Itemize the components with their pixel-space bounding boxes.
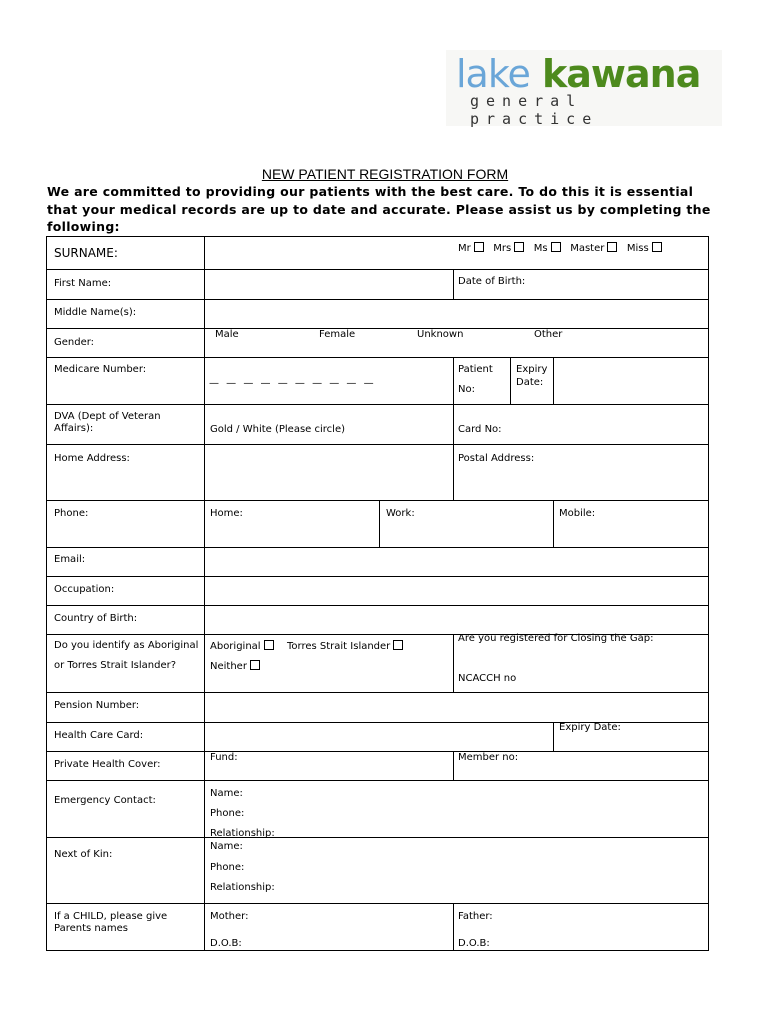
neither-checkbox[interactable] [250, 660, 260, 670]
card-no-label: Card No: [458, 424, 502, 435]
patient-no-label-1: Patient [458, 364, 493, 375]
kin-name-label: Name: [210, 841, 243, 852]
mr-checkbox[interactable] [474, 242, 484, 252]
private-health-label: Private Health Cover: [54, 759, 161, 770]
emergency-name-label: Name: [210, 788, 243, 799]
aboriginal-label: Aboriginal [210, 641, 261, 652]
medicare-label: Medicare Number: [54, 364, 147, 375]
emergency-phone-label: Phone: [210, 808, 245, 819]
hcc-expiry-label: Expiry Date: [559, 722, 621, 733]
dva-label: DVA (Dept of Veteran Affairs): [54, 411, 161, 434]
torres-label: Torres Strait Islander [287, 641, 391, 652]
mobile-phone-label: Mobile: [559, 508, 596, 519]
master-checkbox[interactable] [607, 242, 617, 252]
work-phone-label: Work: [386, 508, 415, 519]
country-of-birth-label: Country of Birth: [54, 613, 138, 624]
closing-gap-label: Are you registered for Closing the Gap: [458, 633, 654, 644]
mrs-checkbox[interactable] [514, 242, 524, 252]
title-options [458, 242, 662, 255]
gender-female[interactable]: Female [319, 329, 356, 340]
emergency-relationship-label: Relationship: [210, 828, 275, 839]
expiry-label-2: Date: [516, 377, 544, 388]
home-address-label: Home Address: [54, 453, 130, 464]
intro-text: We are committed to providing our patients with the best care. To do this it is essential that your medical records are up to date and accurate. Please assist us by completing the following: [47, 184, 711, 234]
mother-label: Mother: [210, 911, 249, 922]
gender-male[interactable]: Male [215, 329, 239, 340]
mother-dob-label: D.O.B: [210, 938, 242, 949]
email-label: Email: [54, 554, 86, 565]
gender-unknown[interactable]: Unknown [417, 329, 464, 340]
father-label: Father: [458, 911, 493, 922]
surname-label: SURNAME: [54, 246, 118, 260]
emergency-contact-label: Emergency Contact: [54, 795, 156, 806]
practice-logo [446, 50, 722, 126]
title-ms: Ms [533, 243, 548, 254]
title-mr: Mr [458, 243, 471, 254]
gender-label: Gender: [54, 337, 95, 348]
health-care-card-label: Health Care Card: [54, 730, 144, 741]
child-parents-label: If a CHILD, please give Parents names [54, 911, 168, 934]
home-phone-label: Home: [210, 508, 243, 519]
kin-relationship-label: Relationship: [210, 882, 275, 893]
form-title: NEW PATIENT REGISTRATION FORM [261, 166, 509, 182]
occupation-label: Occupation: [54, 584, 115, 595]
title-miss: Miss [626, 243, 649, 254]
expiry-label-1: Expiry [516, 364, 548, 375]
miss-checkbox[interactable] [652, 242, 662, 252]
member-no-label: Member no: [458, 752, 519, 763]
torres-checkbox[interactable] [393, 640, 403, 650]
torres-option [287, 640, 403, 653]
middle-names-label: Middle Name(s): [54, 307, 137, 318]
gold-white-option[interactable]: Gold / White (Please circle) [210, 424, 346, 435]
pension-label: Pension Number: [54, 700, 140, 711]
phone-label: Phone: [54, 508, 89, 519]
aboriginal-question-2: or Torres Strait Islander? [54, 660, 177, 671]
ms-checkbox[interactable] [551, 242, 561, 252]
next-of-kin-label: Next of Kin: [54, 849, 113, 860]
aboriginal-checkbox[interactable] [264, 640, 274, 650]
logo-subtitle: general practice [470, 92, 599, 128]
dob-label: Date of Birth: [458, 276, 526, 287]
father-dob-label: D.O.B: [458, 938, 490, 949]
neither-option [210, 660, 260, 673]
logo-kawana-text: kawana [542, 52, 701, 96]
postal-address-label: Postal Address: [458, 453, 535, 464]
registration-form [46, 236, 709, 951]
ncacch-label: NCACCH no [458, 673, 517, 684]
aboriginal-question-1: Do you identify as Aboriginal [54, 640, 199, 651]
first-name-label: First Name: [54, 278, 112, 289]
logo-lake-text: lake [456, 52, 530, 96]
kin-phone-label: Phone: [210, 862, 245, 873]
neither-label: Neither [210, 661, 247, 672]
fund-label: Fund: [210, 752, 238, 763]
gender-other[interactable]: Other [534, 329, 563, 340]
aboriginal-option [210, 640, 274, 653]
title-mrs: Mrs [493, 243, 512, 254]
patient-no-label-2: No: [458, 384, 475, 395]
medicare-digit-blanks[interactable]: — — — — — — — — — — [209, 378, 376, 389]
title-master: Master [570, 243, 605, 254]
